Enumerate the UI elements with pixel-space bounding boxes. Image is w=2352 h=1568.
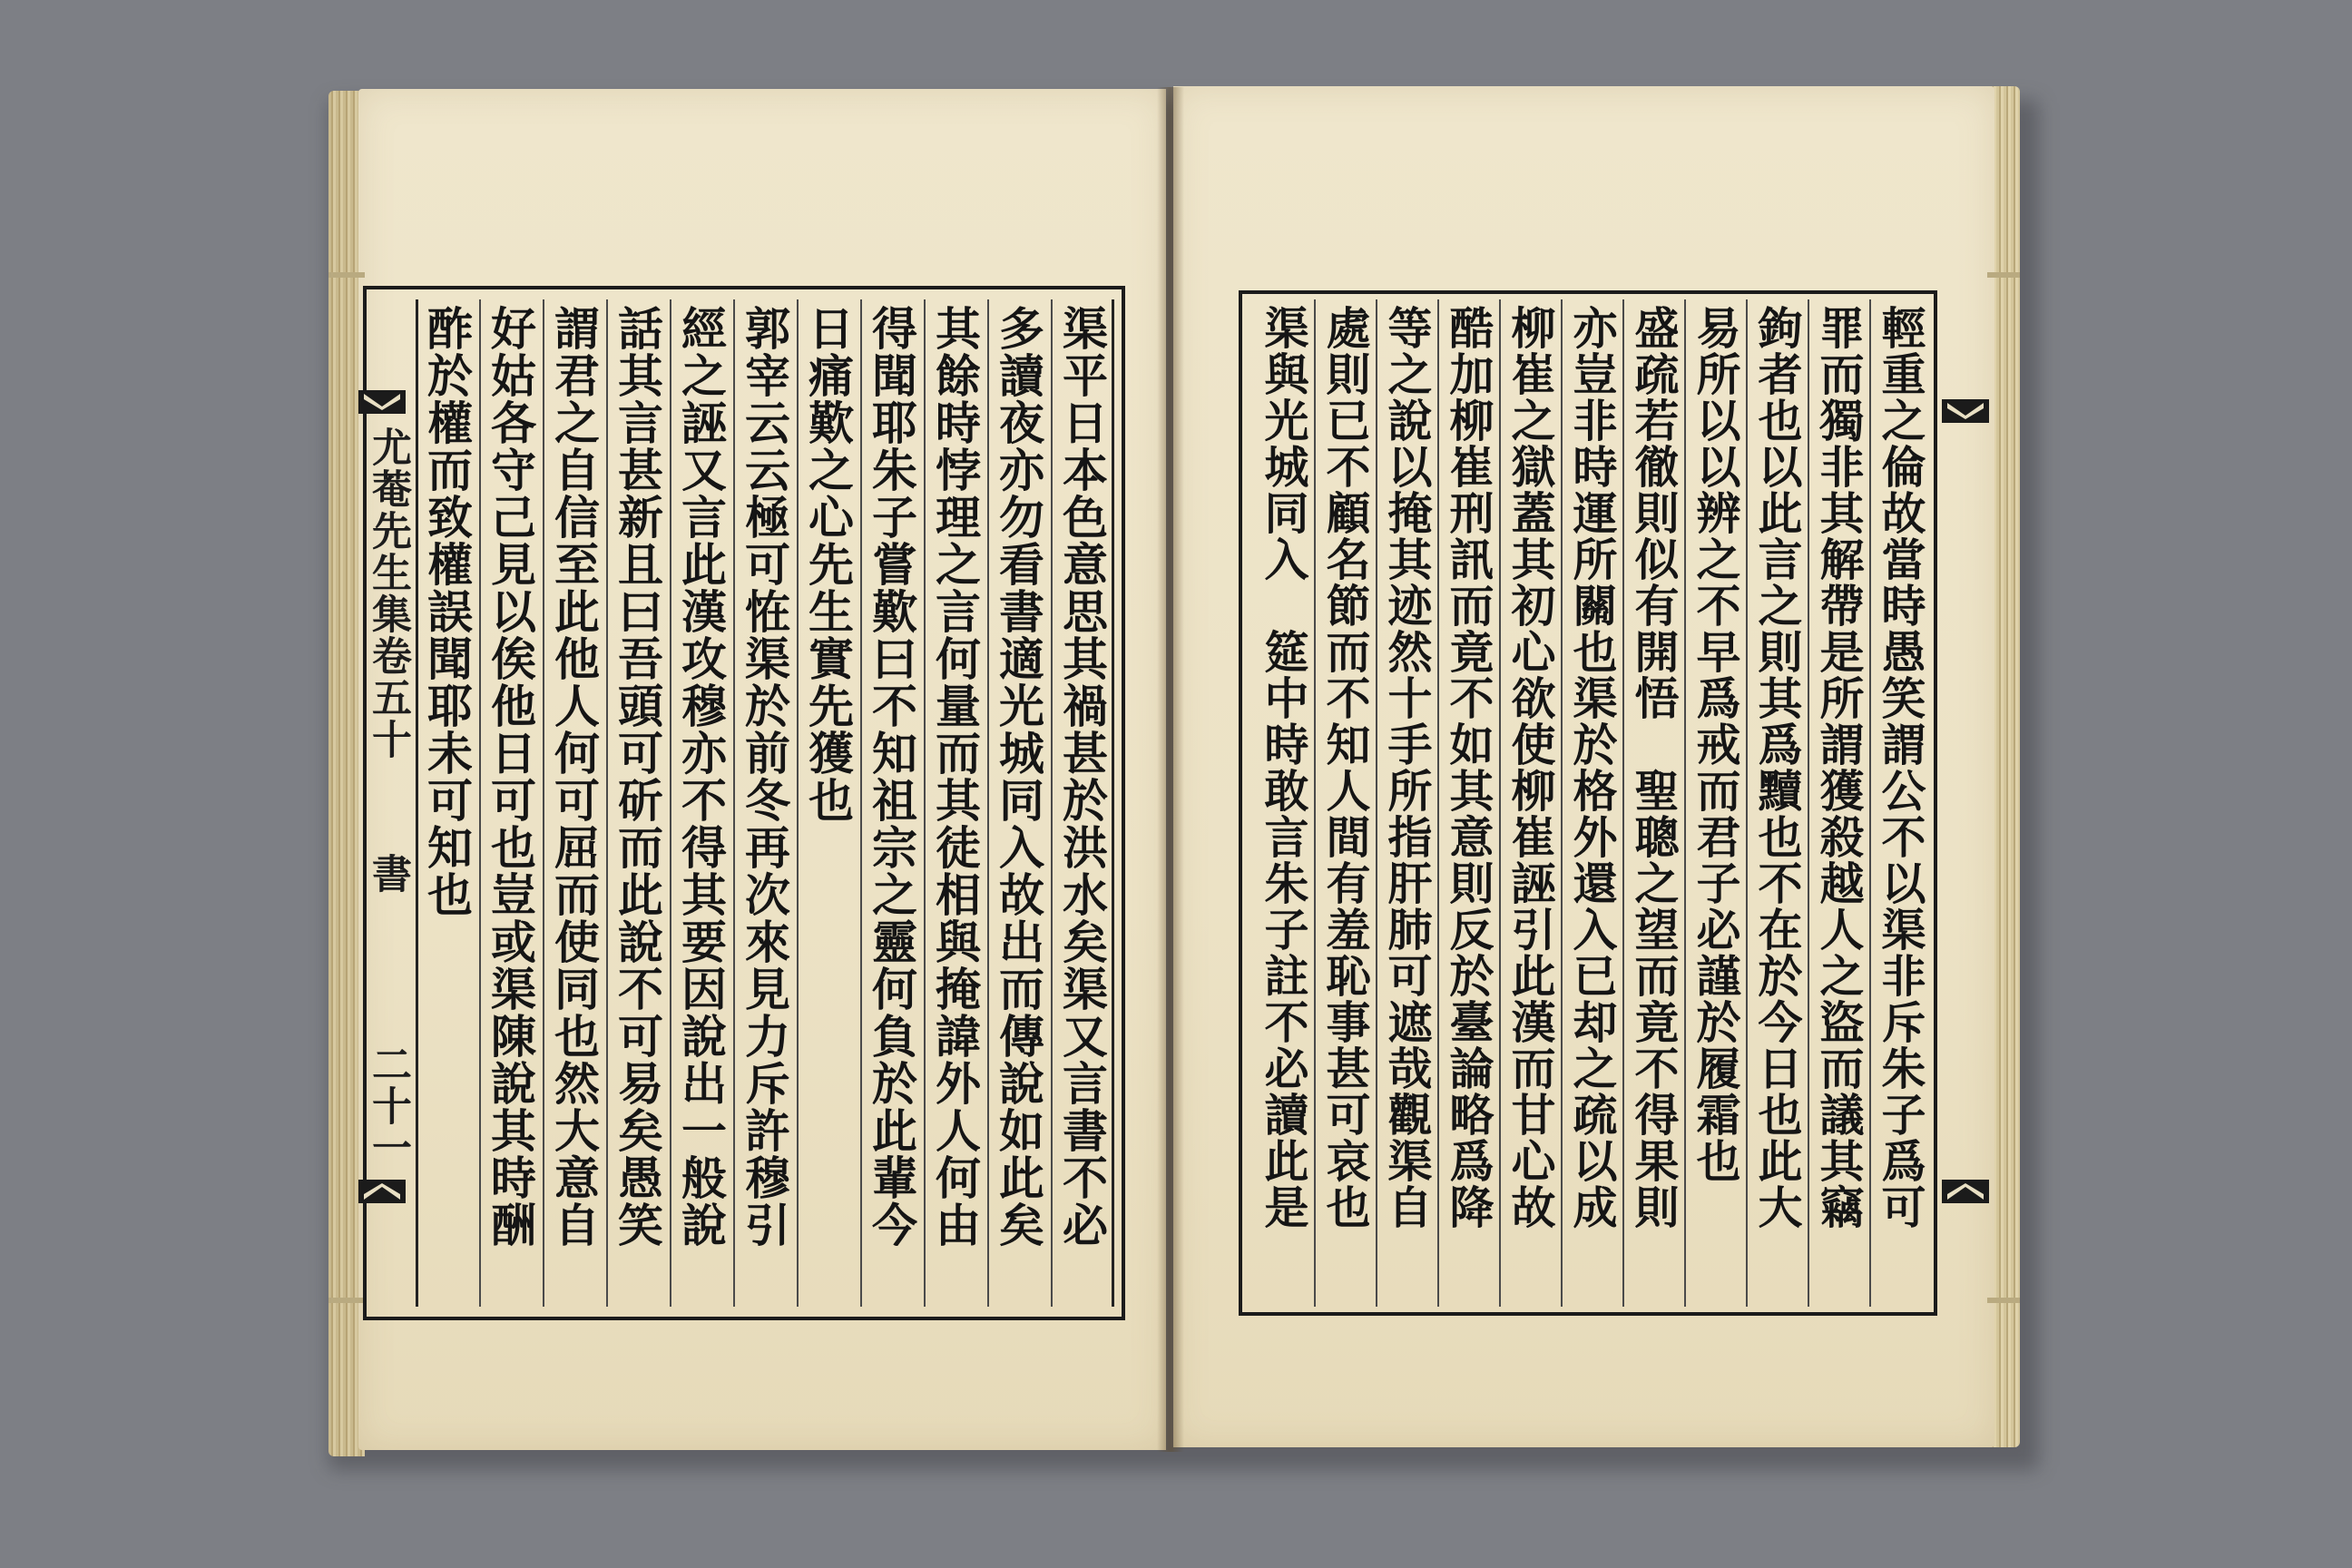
column-rule: [543, 299, 544, 1307]
margin-page-number: 二十一: [365, 1044, 411, 1169]
column-rule: [479, 299, 481, 1307]
binding-thread: [328, 1298, 365, 1303]
right-text-column: 鉤者也以此言之則其爲黷也不在於今日也此大: [1751, 305, 1804, 1230]
left-text-column: 郭宰云云極可恠渠於前冬再次來見力斥許穆引: [738, 305, 791, 1249]
book-gutter: [1157, 87, 1184, 1452]
column-rule: [1437, 299, 1439, 1307]
margin-section-label: 書: [365, 853, 411, 895]
column-rule: [1746, 299, 1748, 1307]
right-text-column: 亦豈非時運所關也渠於格外還入已却之疏以成: [1566, 305, 1619, 1230]
right-text-column: 易所以以辨之不早爲戒而君子必謹於履霜也: [1690, 305, 1742, 1184]
binding-thread: [1987, 272, 2020, 278]
column-rule: [1499, 299, 1501, 1307]
column-rule: [924, 299, 926, 1307]
left-text-column: 多讀夜亦勿看書適光城同入故出而傳說如此矣: [992, 305, 1045, 1249]
fishtail-ornament-icon: [1942, 1180, 1989, 1203]
column-rule: [1684, 299, 1686, 1307]
column-rule: [1622, 299, 1624, 1307]
right-text-column: 處則已不顧名節而不知人間有羞恥事甚可哀也: [1319, 305, 1372, 1230]
left-text-column: 話其言甚新且曰吾頭可斫而此說不可易矣愚笑: [611, 305, 664, 1249]
column-rule: [1314, 299, 1316, 1307]
column-rule: [797, 299, 799, 1307]
right-text-column: 柳崔之獄蓋其初心欲使柳崔誣引此漢而甘心故: [1504, 305, 1557, 1230]
right-text-column: 酷加柳崔刑訊而竟不如其意則反於臺論略爲降: [1443, 305, 1495, 1230]
fishtail-ornament-icon: [1942, 399, 1989, 423]
column-rule: [1051, 299, 1053, 1307]
left-text-column: 其餘時悖理之言何量而其徒相與掩諱外人何由: [928, 305, 982, 1249]
left-text-column: 得聞耶朱子嘗歎曰不知祖宗之靈何負於此輩今: [865, 305, 918, 1249]
column-rule: [1561, 299, 1563, 1307]
binding-thread: [1987, 1298, 2020, 1303]
binding-thread: [328, 272, 365, 278]
column-rule: [1869, 299, 1871, 1307]
right-text-column: 渠與光城同入 筵中時敢言朱子註不必讀此是: [1258, 305, 1310, 1230]
right-text-column: 罪而獨非其解帶是所謂獲殺越人之盜而議其竊: [1813, 305, 1866, 1230]
column-rule: [1376, 299, 1377, 1307]
margin-book-title: 尤菴先生集卷五十: [365, 426, 411, 760]
column-rule: [733, 299, 735, 1307]
left-text-column: 酢於權而致權誤聞耶未可知也: [420, 305, 474, 918]
right-text-column: 等之說以掩其迹然十手所指肝肺可遮哉觀渠自: [1381, 305, 1434, 1230]
left-text-column: 經之誣又言此漢攻穆亦不得其要因說出一般說: [674, 305, 728, 1249]
right-text-column: 盛疏若徹則似有開悟 聖聰之望而竟不得果則: [1628, 305, 1681, 1230]
fishtail-ornament-icon: [358, 1180, 406, 1203]
column-rule: [670, 299, 671, 1307]
column-rule: [606, 299, 608, 1307]
right-text-column: 輕重之倫故當時愚笑謂公不以渠非斥朱子爲可: [1875, 305, 1927, 1230]
column-rule: [860, 299, 862, 1307]
column-rule: [987, 299, 989, 1307]
fishtail-ornament-icon: [358, 390, 406, 414]
column-rule: [1808, 299, 1809, 1307]
left-text-column: 日痛歎之心先生實先獲也: [801, 305, 855, 824]
left-text-column: 謂君之自信至此他人何可屈而使同也然大意自: [547, 305, 601, 1249]
left-text-column: 好姑各守己見以俟他日可也豈或渠陳說其時酬: [484, 305, 537, 1249]
left-text-column: 渠平日本色意思其禍甚於洪水矣渠又言書不必: [1055, 305, 1109, 1249]
